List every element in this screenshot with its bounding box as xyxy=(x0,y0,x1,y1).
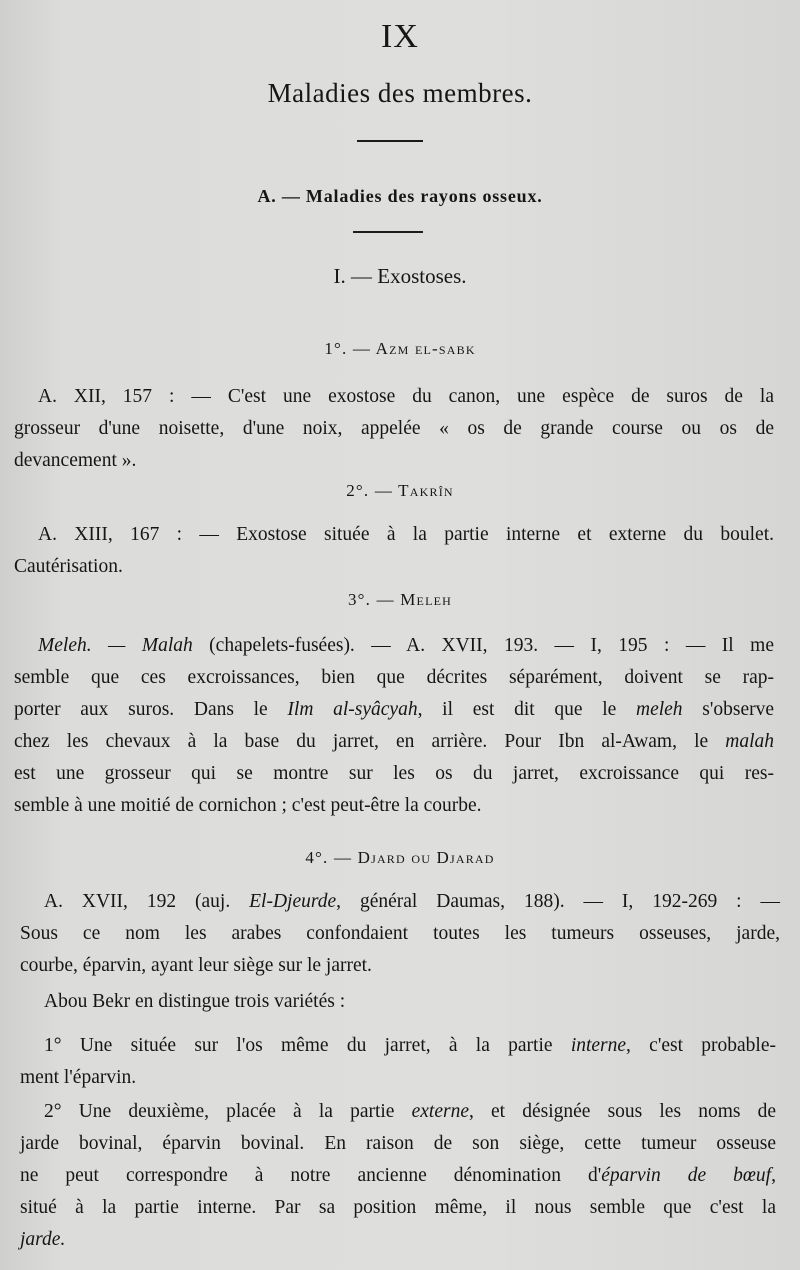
item-paragraph xyxy=(20,1030,776,1094)
text-line: courbe, éparvin, ayant leur siège sur le jarret. xyxy=(20,955,372,976)
item-heading: 3°. — Meleh xyxy=(347,590,453,609)
divider-rule xyxy=(353,231,423,233)
divider-rule xyxy=(357,140,423,142)
text-line: ne peut correspondre à notre ancienne dénomination d'éparvin de bœuf, xyxy=(20,1165,776,1186)
item-paragraph xyxy=(14,519,774,583)
text-line: A. XIII, 167 : — Exostose située à la partie interne et externe du boulet. xyxy=(38,524,774,545)
text-line: jarde bovinal, éparvin bovinal. En raison de son siège, cette tumeur osseuse xyxy=(20,1133,776,1154)
text-line: jarde. xyxy=(20,1229,66,1250)
text-line: A. XII, 157 : — C'est une exostose du canon, une espèce de suros de la xyxy=(38,386,774,407)
text-line: 2° Une deuxième, placée à la partie externe, et désignée sous les noms de xyxy=(44,1101,776,1122)
text-line: grosseur d'une noisette, d'une noix, appelée « os de grande course ou os de xyxy=(14,418,774,439)
item-paragraph xyxy=(14,381,774,477)
text-line: chez les chevaux à la base du jarret, en arrière. Pour Ibn al-Awam, le malah xyxy=(14,731,774,752)
chapter-title: Maladies des membres. xyxy=(267,78,533,108)
text-line: ment l'éparvin. xyxy=(20,1067,137,1088)
text-line: devancement ». xyxy=(14,450,137,471)
subsection-title: I. — Exostoses. xyxy=(333,264,467,288)
item-paragraph xyxy=(14,630,774,822)
item-heading: 2°. — Takrîn xyxy=(346,481,454,500)
text-line: Cautérisation. xyxy=(14,556,123,577)
text-line: semble à une moitié de cornichon ; c'est peut-être la courbe. xyxy=(14,795,482,816)
text-line: est une grosseur qui se montre sur les os du jarret, excroissance qui res- xyxy=(14,763,774,784)
text-line: semble que ces excroissances, bien que décrites séparément, doivent se rap- xyxy=(14,667,774,688)
item-heading: 1°. — Azm el-sabk xyxy=(324,339,476,358)
chapter-number: IX xyxy=(381,18,419,55)
section-title: A. — Maladies des rayons osseux. xyxy=(257,186,543,206)
text-line: A. XVII, 192 (auj. El-Djeurde, général Daumas, 188). — I, 192-269 : — xyxy=(44,891,780,912)
item-paragraph xyxy=(20,886,780,982)
item-heading: 4°. — Djard ou Djarad xyxy=(305,848,495,867)
text-line: porter aux suros. Dans le Ilm al-syâcyah, il est dit que le meleh s'observe xyxy=(14,699,774,720)
text-line: Meleh. — Malah (chapelets-fusées). — A. XVII, 193. — I, 195 : — Il me xyxy=(38,635,774,656)
text-line: 1° Une située sur l'os même du jarret, à la partie interne, c'est probable- xyxy=(44,1035,776,1056)
item-paragraph xyxy=(20,1096,776,1256)
text-line: situé à la partie interne. Par sa position même, il nous semble que c'est la xyxy=(20,1197,776,1218)
text-line: Sous ce nom les arabes confondaient toutes les tumeurs osseuses, jarde, xyxy=(20,923,780,944)
item-paragraph xyxy=(20,986,776,1018)
text-line: Abou Bekr en distingue trois variétés : xyxy=(44,991,346,1012)
